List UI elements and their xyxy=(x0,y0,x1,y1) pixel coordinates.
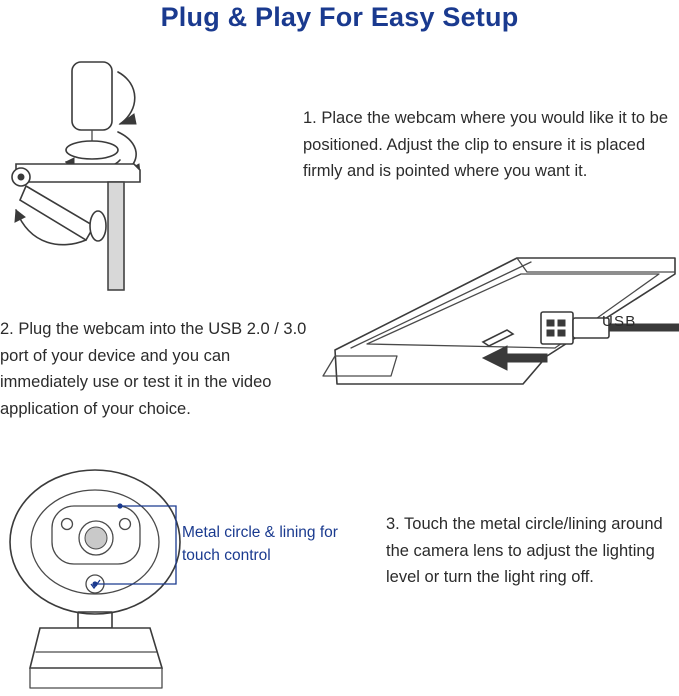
step-1-text: 1. Place the webcam where you would like it to be positioned. Adjust the clip to ensure it is placed firmly and is pointed where you want it. xyxy=(303,109,669,181)
page-title: Plug & Play For Easy Setup xyxy=(160,2,519,32)
webcam-base xyxy=(66,141,118,159)
touch-control-callout: Metal circle & lining for touch control xyxy=(182,524,338,565)
clip-pad xyxy=(90,211,106,241)
clip-arm xyxy=(16,164,140,182)
laptop-trackpad xyxy=(323,356,397,376)
clip-mount-figure xyxy=(0,50,290,290)
laptop-usb-figure xyxy=(255,252,679,412)
usb-label: USB xyxy=(602,313,637,330)
usb-port xyxy=(483,330,513,346)
webcam-clip-base xyxy=(30,628,162,668)
step-3-text: 3. Touch the metal circle/lining around the camera lens to adjust the lighting level or turn the light ring off. xyxy=(386,515,663,587)
webcam-body xyxy=(72,62,112,130)
webcam-front-figure xyxy=(0,462,240,696)
screen-edge xyxy=(108,182,124,290)
step-2-text: 2. Plug the webcam into the USB 2.0 / 3.0 port of your device and you can immediately use or test it in the video application of your choice. xyxy=(0,320,307,419)
